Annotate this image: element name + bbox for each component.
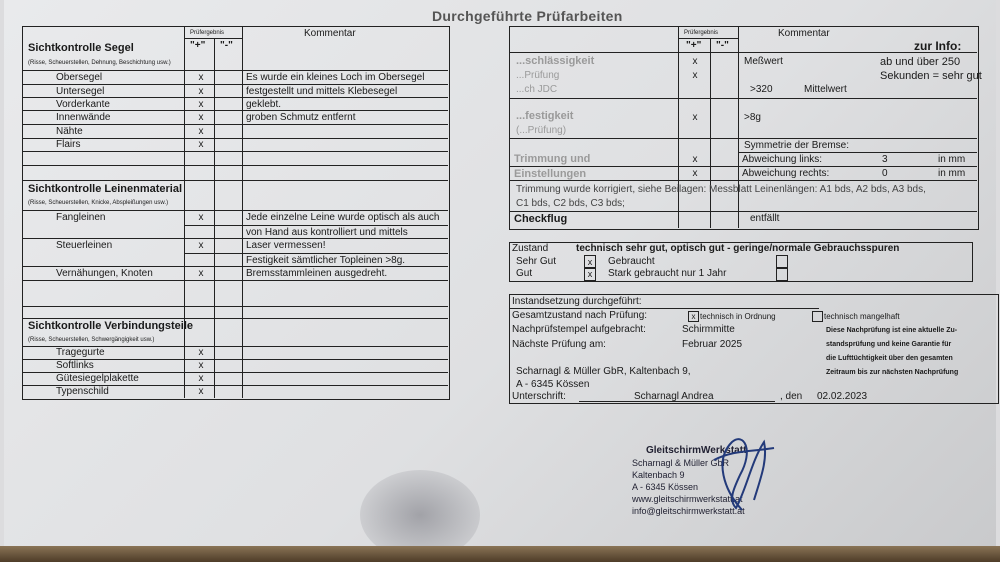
luft-title: ...schlässigkeit xyxy=(516,55,595,67)
segel-subtitle: (Risse, Scheuerstellen, Dehnung, Beschichtung usw.) xyxy=(28,60,171,66)
stamp-line: Kaltenbach 9 xyxy=(632,470,685,480)
zustand-label: Zustand xyxy=(512,243,549,254)
luft-line3: ...ch JDC xyxy=(516,84,558,95)
segel-row-mark: x xyxy=(198,112,204,123)
segel-row-comment: geklebt. xyxy=(246,99,282,110)
right-header-minus: "-" xyxy=(716,40,729,51)
stamp-line: A - 6345 Kössen xyxy=(632,482,699,492)
left-header-plus: "+" xyxy=(190,40,206,51)
option-checkbox: x xyxy=(688,311,699,322)
leinen-row-mark: x xyxy=(198,212,204,223)
abweichung-rechts-label: Abweichung rechts: xyxy=(742,168,830,179)
verbindung-row-label: Gütesiegelplakette xyxy=(56,373,139,384)
zustand-sehr-gut: Sehr Gut xyxy=(516,256,557,267)
verbindung-row-mark: x xyxy=(198,386,204,397)
instand-label: Instandsetzung durchgeführt: xyxy=(512,296,642,307)
leinen-title: Sichtkontrolle Leinenmaterial xyxy=(28,183,183,195)
unterschrift-label: Unterschrift: xyxy=(512,391,566,402)
trimmung-note-1: Trimmung wurde korrigiert, siehe Beilagen: Messblatt Leinenlängen: A1 bds, A2 bds, A3 bds, xyxy=(516,184,926,195)
stamp-brand: GleitschirmWerkstatt xyxy=(646,445,747,456)
luft-mittelwert-label: Mittelwert xyxy=(804,84,847,95)
verbindung-row-mark: x xyxy=(198,347,204,358)
festigkeit-title: ...festigkeit xyxy=(516,110,574,122)
left-header-pruefergebnis: Prüfergebnis xyxy=(190,30,225,36)
luft-mark: x xyxy=(692,56,698,67)
luft-info-1: ab und über 250 xyxy=(880,56,961,68)
handwritten-signature xyxy=(694,430,784,525)
zustand-checkbox: x xyxy=(584,267,596,281)
zustand-gebraucht: Gebraucht xyxy=(608,256,655,267)
leinen-row-label: Fangleinen xyxy=(56,212,106,223)
festigkeit-mark: x xyxy=(692,112,698,123)
festigkeit-value: >8g xyxy=(744,112,761,123)
company-line-2: A - 6345 Kössen xyxy=(516,379,590,390)
segel-row-label: Nähte xyxy=(56,126,83,137)
unterschrift-name: Scharnagl Andrea xyxy=(634,391,714,402)
segel-row-label: Obersegel xyxy=(56,72,103,83)
disclaimer-line: standsprüfung und keine Garantie für xyxy=(826,341,952,348)
segel-row-comment: festgestellt und mittels Klebesegel xyxy=(246,86,398,97)
abweichung-links-value: 3 xyxy=(882,154,888,165)
checkflug-label: Checkflug xyxy=(514,213,568,225)
disclaimer-line: die Lufttüchtigkeit über den gesamten xyxy=(826,355,953,362)
verbindung-row-mark: x xyxy=(198,373,204,384)
unterschrift-date: 02.02.2023 xyxy=(817,391,868,402)
right-header-pruefergebnis: Prüfergebnis xyxy=(684,30,719,36)
stempel-label: Nachprüfstempel aufgebracht: xyxy=(512,324,646,335)
document-title: Durchgeführte Prüfarbeiten xyxy=(432,8,623,24)
segel-row-label: Innenwände xyxy=(56,112,111,123)
checkflug-value: entfällt xyxy=(750,213,780,224)
festigkeit-line2: (...Prüfung) xyxy=(516,125,567,136)
naechste-pruefung-label: Nächste Prüfung am: xyxy=(512,339,606,350)
leinen-comment: von Hand aus kontrolliert und mittels xyxy=(246,227,408,238)
option-checkbox xyxy=(812,311,823,322)
trimmung-mark: x xyxy=(692,154,698,165)
zustand-checkbox xyxy=(776,267,788,281)
abweichung-links-label: Abweichung links: xyxy=(742,154,823,165)
leinen-row-mark: x xyxy=(198,268,204,279)
left-header-kommentar: Kommentar xyxy=(304,28,356,39)
verbindung-row-label: Tragegurte xyxy=(56,347,105,358)
disclaimer-line: Diese Nachprüfung ist eine aktuelle Zu- xyxy=(826,327,958,334)
left-header-minus: "-" xyxy=(220,40,233,51)
leinen-comment: Bremsstammleinen ausgedreht. xyxy=(246,268,388,279)
company-line-1: Scharnagl & Müller GbR, Kaltenbach 9, xyxy=(516,366,691,377)
trimmung-note-2: C1 bds, C2 bds, C3 bds; xyxy=(516,198,625,209)
document-sheet xyxy=(4,0,996,546)
segel-row-label: Untersegel xyxy=(56,86,105,97)
zur-info-label: zur Info: xyxy=(914,39,962,53)
naechste-pruefung-value: Februar 2025 xyxy=(682,339,743,350)
table-edge xyxy=(0,546,1000,562)
option-technisch-mangelhaft: technisch mangelhaft xyxy=(824,312,900,321)
leinen-comment: Jede einzelne Leine wurde optisch als auch xyxy=(246,212,440,223)
leinen-comment: Festigkeit sämtlicher Topleinen >8g. xyxy=(246,255,406,266)
leinen-row-mark: x xyxy=(198,240,204,251)
zustand-checkbox: x xyxy=(584,255,596,269)
verbindung-row-label: Softlinks xyxy=(56,360,94,371)
right-header-plus: "+" xyxy=(686,40,702,51)
stempel-value: Schirmmitte xyxy=(682,324,735,335)
verbindung-subtitle: (Risse, Scheuerstellen, Schwergängigkeit usw.) xyxy=(28,337,155,343)
segel-row-mark: x xyxy=(198,126,204,137)
leinen-subtitle: (Risse, Scheuerstellen, Knicke, Abspleißungen usw.) xyxy=(28,200,169,206)
trimmung-title-1: Trimmung und xyxy=(514,153,591,165)
verbindung-title: Sichtkontrolle Verbindungsteile xyxy=(28,320,194,332)
unterschrift-den: , den xyxy=(780,391,803,402)
stamp-line: www.gleitschirmwerkstatt.at xyxy=(632,494,743,504)
segel-row-mark: x xyxy=(198,139,204,150)
abweichung-rechts-unit: in mm xyxy=(938,168,966,179)
luft-messwert-label: Meßwert xyxy=(744,56,783,67)
leinen-row-label: Vernähungen, Knoten xyxy=(56,268,153,279)
disclaimer-line: Zeitraum bis zur nächsten Nachprüfung xyxy=(826,369,959,376)
option-technisch-in-ordnung: technisch in Ordnung xyxy=(700,312,776,321)
leinen-row-label: Steuerleinen xyxy=(56,240,113,251)
segel-row-comment: groben Schmutz entfernt xyxy=(246,112,356,123)
abweichung-links-unit: in mm xyxy=(938,154,966,165)
luft-mark: x xyxy=(692,70,698,81)
segel-row-comment: Es wurde ein kleines Loch im Obersegel xyxy=(246,72,425,83)
segel-row-label: Vorderkante xyxy=(56,99,110,110)
luft-info-2: Sekunden = sehr gut xyxy=(880,70,982,82)
zustand-description: technisch sehr gut, optisch gut - geringe/normale Gebrauchsspuren xyxy=(576,243,900,254)
stamp-line: info@gleitschirmwerkstatt.at xyxy=(632,506,745,516)
segel-row-mark: x xyxy=(198,99,204,110)
segel-row-label: Flairs xyxy=(56,139,81,150)
verbindung-row-label: Typenschild xyxy=(56,386,109,397)
trimmung-mark: x xyxy=(692,168,698,179)
leinen-comment: Laser vermessen! xyxy=(246,240,326,251)
symmetrie-label: Symmetrie der Bremse: xyxy=(744,140,850,151)
zustand-gut: Gut xyxy=(516,268,533,279)
verbindung-row-mark: x xyxy=(198,360,204,371)
segel-row-mark: x xyxy=(198,72,204,83)
right-header-kommentar: Kommentar xyxy=(778,28,830,39)
segel-title: Sichtkontrolle Segel xyxy=(28,42,134,54)
stamp-line: Scharnagl & Müller GbR xyxy=(632,458,730,468)
trimmung-title-2: Einstellungen xyxy=(514,168,587,180)
luft-messwert-value: >320 xyxy=(750,84,773,95)
gesamtzustand-label: Gesamtzustand nach Prüfung: xyxy=(512,310,648,321)
zustand-stark-gebraucht: Stark gebraucht nur 1 Jahr xyxy=(608,268,727,279)
abweichung-rechts-value: 0 xyxy=(882,168,888,179)
luft-line2: ...Prüfung xyxy=(516,70,560,81)
segel-row-mark: x xyxy=(198,86,204,97)
